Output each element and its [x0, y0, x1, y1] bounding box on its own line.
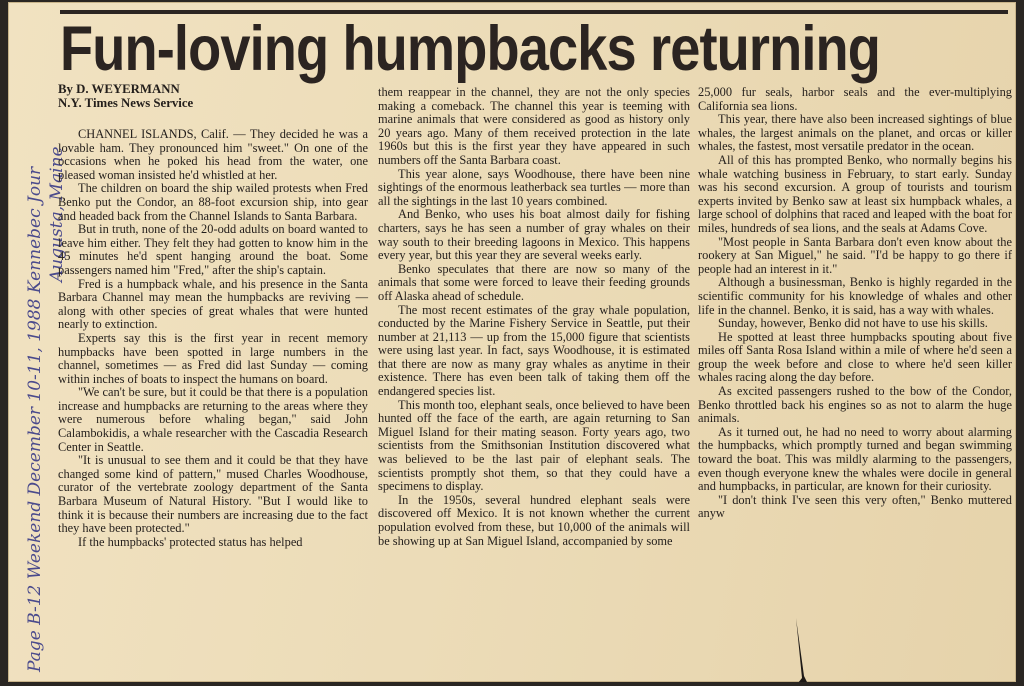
paragraph: If the humpbacks' protected status has helped [78, 534, 303, 549]
paragraph: As excited passengers rushed to the bow of the Condor, Benko throttled back his engines so as not to alarm the huge animals. [698, 384, 1012, 426]
paragraph: Fred is a humpback whale, and his presence in the Santa Barbara Channel may mean the humpbacks are reviving — along with other species of great whales that were hunted nearly to extinction. [58, 276, 368, 332]
paragraph: "It is unusual to see them and it could be that they have changed some kind of pattern," mused Charles Woodhouse, curator of the vertebrate zoology department of the Santa Barbara Museum of Natural History. "But I would like to think it is because their numbers are increasing due to the fact they have been protected." [58, 453, 368, 536]
paragraph: This year alone, says Woodhouse, there have been nine sightings of the enormous leatherback sea turtles — more than all the sightings in the last 10 years combined. [378, 166, 690, 208]
byline-author: By D. WEYERMANN [58, 82, 180, 96]
paragraph: CHANNEL ISLANDS, Calif. — They decided he was a lovable ham. They pronounced him "sweet." On one of the occasions when he poked his head from the water, one pleased woman insisted he'd whistled at her. [58, 127, 368, 182]
paragraph: As it turned out, he had no need to worry about alarming the humpbacks, which promptly turned and began swimming toward the boat. This was mildly alarming to the passengers, even though everyone knew the whales were docile in general and humpbacks, in particular, are known for their curiosity. [698, 424, 1012, 494]
paragraph: This month too, elephant seals, once believed to have been hunted off the face of the earth, are again returning to San Miguel Island for their mating season. Forty years ago, two scientists from the Smithsonian Institution discovered what was believed to be the last pair of elephant seals. The scientists promptly shot them, so that they could have a specimens to display. [378, 397, 690, 494]
ink-mark-svg [790, 618, 820, 682]
column-2 [378, 86, 690, 548]
byline [58, 82, 368, 110]
paragraph: All of this has prompted Benko, who normally begins his whale watching business in February, to start early. Sunday was his second excursion. A group of tourists and tourism experts invited by Benko saw at least six humpback whales, a large school of dolphins that raced and leaped with the boat for miles, hundreds of sea lions, and the seals at Adams Cove. [698, 152, 1012, 235]
column-3 [698, 86, 1012, 521]
paragraph: But in truth, none of the 20-odd adults on board wanted to leave him either. They felt they had gotten to know him in the 45 minutes he'd spent hanging around the boat. Some passengers named him "Fred," after the ship's captain. [58, 222, 368, 277]
newspaper-clipping [8, 2, 1016, 682]
paragraph: Experts say this is the first year in recent memory humpbacks have been spotted in large numbers in the channel, sometimes — as Fred did last Sunday — coming within inches of boats to inspect the humans on board. [58, 330, 368, 386]
paragraph: The most recent estimates of the gray whale population, conducted by the Marine Fishery Service in Seattle, put their number at 21,113 — up from the 15,000 figure that scientists were using last year. In fact, says Woodhouse, it is estimated that there are now as many gray whales as anytime in their existence. There has even been talk of taking them off the endangered species list. [378, 302, 690, 399]
paragraph: "We can't be sure, but it could be that there is a population increase and humpbacks are returning to the areas where they were numerous before whaling began," said John Calambokidis, a whale researcher with the Cascadia Research Center in Seattle. [58, 385, 368, 454]
paragraph: 25,000 fur seals, harbor seals and the ever-multiplying California sea lions. [698, 85, 1012, 113]
paragraph: Sunday, however, Benko did not have to use his skills. [718, 316, 988, 331]
paragraph: He spotted at least three humpbacks spouting about five miles off Santa Rosa Island within a mile of where he'd seen a group the week before and close to where he'd seen killer whales racing along the day before. [698, 329, 1012, 385]
paragraph: "I don't think I've seen this very often," Benko muttered anyw [698, 492, 1012, 521]
paragraph: Although a businessman, Benko is highly regarded in the scientific community for his knowledge of whales and other life in the channel. Benko, it is said, has a way with whales. [698, 275, 1012, 317]
margin-note-line1: Page B-12 Weekend December 10-11, 1988 Kennebec Jour [25, 166, 45, 672]
paragraph: them reappear in the channel, they are not the only species making a comeback. The channel this year is teeming with marine animals that were considered as good as history only 20 years ago. Many of them received protection in the late 1960s but this is the first year they have appeared in such numbers off the Santa Barbara coast. [378, 85, 690, 167]
paragraph: This year, there have also been increased sightings of blue whales, the largest animals on the planet, and orcas or killer whales, the fastest, most versatile predator in the ocean. [698, 112, 1012, 154]
paragraph: The children on board the ship wailed protests when Fred Benko put the Condor, an 88-foot excursion ship, into gear and headed back from the Channel Islands to Santa Barbara. [58, 181, 368, 223]
paragraph: "Most people in Santa Barbara don't even know about the rookery at San Miguel," he said. "I'd be happy to go there if people had an interest in it." [698, 234, 1012, 276]
paragraph: Benko speculates that there are now so many of the animals that some were forced to leave their feeding grounds off Alaska ahead of schedule. [378, 261, 690, 303]
margin-note-line2: Augusta, Maine [47, 146, 66, 282]
paragraph: And Benko, who uses his boat almost daily for fishing charters, says he has seen a number of gray whales on their way south to their breeding lagoons in Mexico. This happens every year, but this year they are several weeks early. [378, 207, 690, 263]
byline-service: N.Y. Times News Service [58, 96, 194, 110]
headline: Fun-loving humpbacks returning [60, 14, 881, 84]
column-1 [58, 82, 368, 549]
paragraph: In the 1950s, several hundred elephant seals were discovered off Mexico. It is not known whether the current population evolved from these, but 10,000 of the animals will be showing up at San Miguel Island, accompanied by some [378, 492, 690, 548]
